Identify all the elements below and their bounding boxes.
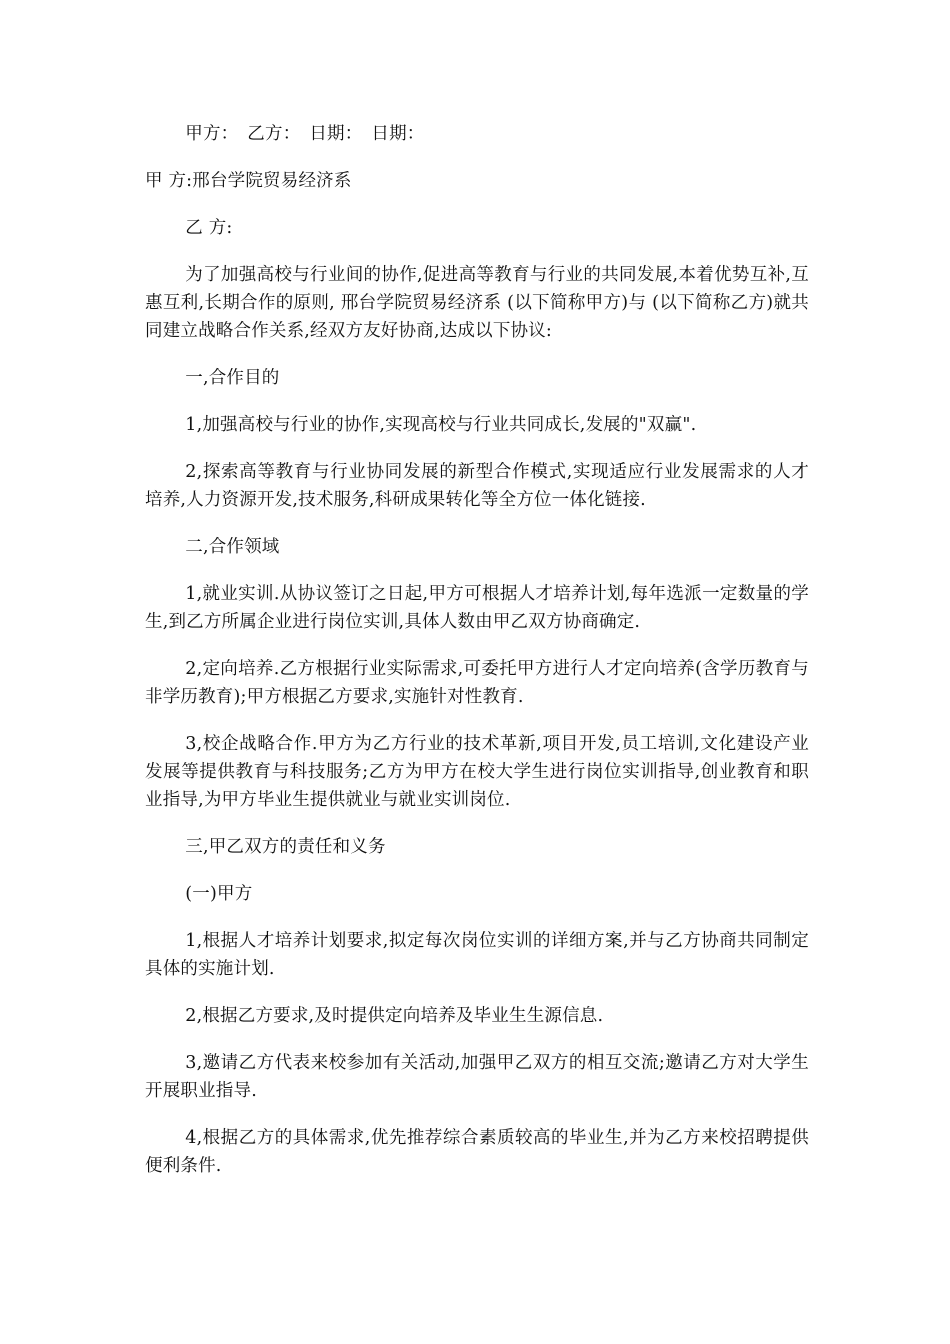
document-body [145, 120, 809, 1199]
preamble-paragraph: 为了加强高校与行业间的协作,促进高等教育与行业的共同发展,本着优势互补,互惠互利,长期合作的原则, 邢台学院贸易经济系 (以下简称甲方)与 (以下简称乙方)就共同建立战略合作关系,经双方友好协商,达成以下协议: [145, 265, 809, 341]
section-heading: 一,合作目的 [185, 368, 280, 388]
section-heading: 三,甲乙双方的责任和义务 [185, 837, 386, 857]
paragraph: 1,就业实训.从协议签订之日起,甲方可根据人才培养计划,每年选派一定数量的学生,到乙方所属企业进行岗位实训,具体人数由甲乙双方协商确定. [145, 584, 809, 632]
party-b-line: 乙 方: [185, 218, 233, 238]
subsection-heading: (一)甲方 [185, 884, 253, 904]
paragraph: 3,校企战略合作.甲方为乙方行业的技术革新,项目开发,员工培训,文化建设产业发展等提供教育与科技服务;乙方为甲方在校大学生进行岗位实训指导,创业教育和职业指导,为甲方毕业生提供就业与就业实训岗位. [145, 734, 809, 810]
paragraph: 3,邀请乙方代表来校参加有关活动,加强甲乙双方的相互交流;邀请乙方对大学生开展职业指导. [145, 1053, 809, 1101]
section-heading: 二,合作领域 [185, 537, 280, 557]
paragraph: 2,根据乙方要求,及时提供定向培养及毕业生生源信息. [185, 1006, 604, 1026]
paragraph: 1,根据人才培养计划要求,拟定每次岗位实训的详细方案,并与乙方协商共同制定具体的实施计划. [145, 931, 809, 979]
paragraph: 1,加强高校与行业的协作,实现高校与行业共同成长,发展的"双赢". [185, 415, 697, 435]
paragraph: 2,定向培养.乙方根据行业实际需求,可委托甲方进行人才定向培养(含学历教育与非学历教育);甲方根据乙方要求,实施针对性教育. [145, 659, 809, 707]
header-line: 甲方： 乙方： 日期： 日期： [185, 124, 425, 144]
paragraph: 4,根据乙方的具体需求,优先推荐综合素质较高的毕业生,并为乙方来校招聘提供便利条件. [145, 1128, 809, 1176]
party-a-line: 甲 方:邢台学院贸易经济系 [145, 171, 352, 191]
paragraph: 2,探索高等教育与行业协同发展的新型合作模式,实现适应行业发展需求的人才培养,人力资源开发,技术服务,科研成果转化等全方位一体化链接. [145, 462, 809, 510]
